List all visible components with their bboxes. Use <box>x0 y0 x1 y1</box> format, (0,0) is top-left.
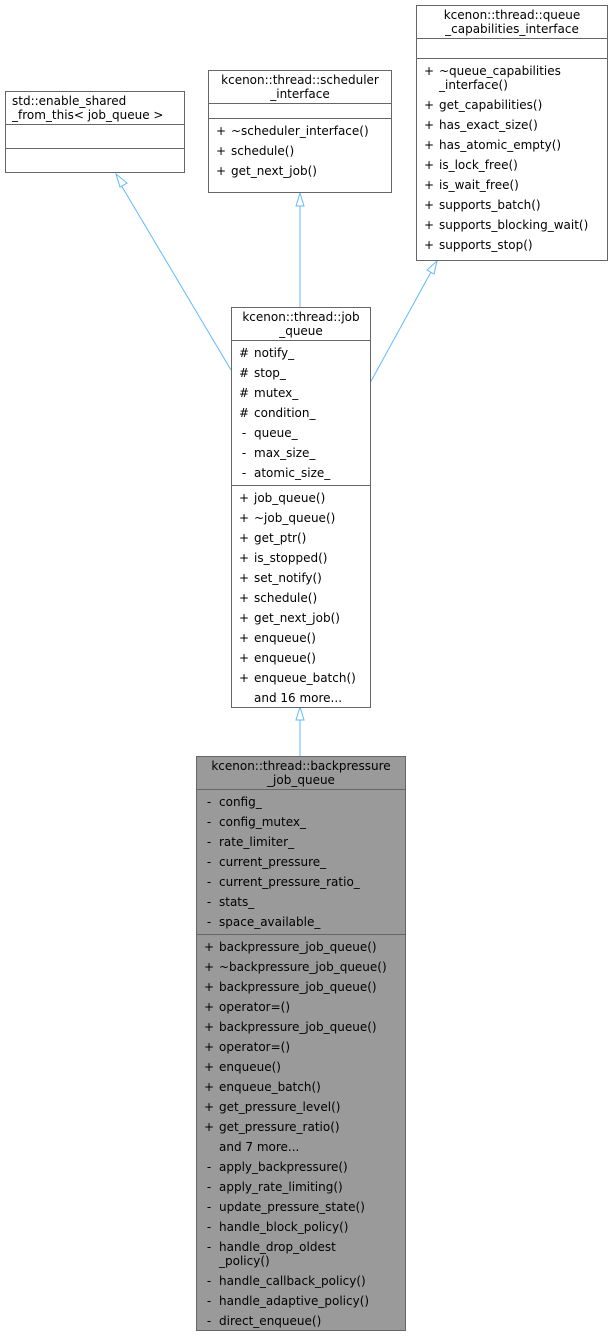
member-row <box>197 1217 405 1237</box>
visibility-marker: + <box>423 158 435 172</box>
visibility-marker: - <box>206 1274 212 1288</box>
class-title-line: _from_this< job_queue > <box>12 108 164 122</box>
attributes-section <box>6 125 184 149</box>
member-name: supports_stop() <box>439 238 533 252</box>
member-name: apply_rate_limiting() <box>219 1180 343 1194</box>
class-job-queue[interactable] <box>231 307 371 708</box>
class-title-line: kcenon::thread::scheduler <box>221 73 379 87</box>
member-row <box>197 1177 405 1197</box>
member-name: get_pressure_level() <box>219 1100 341 1114</box>
class-queue-capabilities-interface[interactable] <box>416 5 608 261</box>
member-row <box>232 443 370 463</box>
member-name: and 7 more... <box>219 1140 300 1154</box>
visibility-marker: + <box>423 64 435 78</box>
member-row <box>232 343 370 363</box>
member-name: is_wait_free() <box>439 178 519 192</box>
member-row <box>417 95 607 115</box>
visibility-marker: + <box>203 1100 215 1114</box>
member-name: stats_ <box>219 895 255 909</box>
visibility-marker: + <box>238 671 250 685</box>
edge-job-queue-to-enable-shared <box>121 185 231 370</box>
member-row <box>232 668 370 688</box>
member-row <box>197 1017 405 1037</box>
attributes-section <box>417 39 607 59</box>
member-row <box>417 215 607 235</box>
member-name: ~queue_capabilities _interface() <box>439 64 561 92</box>
methods-section <box>209 119 391 183</box>
visibility-marker: + <box>203 1060 215 1074</box>
member-row <box>197 1117 405 1137</box>
member-name: stop_ <box>254 366 286 380</box>
member-row <box>197 1291 405 1311</box>
member-name: enqueue_batch() <box>219 1080 321 1094</box>
visibility-marker: + <box>423 178 435 192</box>
visibility-marker: - <box>206 1200 212 1214</box>
visibility-marker: + <box>423 218 435 232</box>
member-row <box>417 175 607 195</box>
member-row <box>232 463 370 483</box>
visibility-marker: + <box>238 591 250 605</box>
member-row <box>197 912 405 932</box>
member-row <box>197 957 405 977</box>
member-row <box>417 155 607 175</box>
arrowhead-enable-shared <box>116 174 127 187</box>
arrowhead-queue-caps <box>427 261 437 274</box>
class-title <box>232 308 370 341</box>
member-name: operator=() <box>219 1040 291 1054</box>
visibility-marker: + <box>203 1020 215 1034</box>
member-name: handle_callback_policy() <box>219 1274 366 1288</box>
visibility-marker: + <box>423 118 435 132</box>
arrowhead-scheduler <box>296 193 304 206</box>
member-name: apply_backpressure() <box>219 1160 348 1174</box>
member-row <box>197 1157 405 1177</box>
member-name: handle_block_policy() <box>219 1220 349 1234</box>
visibility-marker: # <box>238 346 250 360</box>
visibility-marker: # <box>238 366 250 380</box>
visibility-marker: + <box>238 651 250 665</box>
visibility-marker: + <box>423 138 435 152</box>
visibility-marker: + <box>203 1120 215 1134</box>
member-row <box>197 892 405 912</box>
member-name: ~scheduler_interface() <box>231 124 369 138</box>
visibility-marker: - <box>206 895 212 909</box>
member-name: get_capabilities() <box>439 98 543 112</box>
member-name: config_ <box>219 795 262 809</box>
methods-section <box>197 935 405 1333</box>
visibility-marker: + <box>203 940 215 954</box>
member-name: get_ptr() <box>254 531 307 545</box>
member-name: is_lock_free() <box>439 158 518 172</box>
member-row <box>209 121 391 141</box>
member-name: backpressure_job_queue() <box>219 940 377 954</box>
visibility-marker: + <box>423 98 435 112</box>
visibility-marker: + <box>203 1040 215 1054</box>
member-name: schedule() <box>231 144 295 158</box>
member-name: job_queue() <box>254 491 326 505</box>
visibility-marker: + <box>203 1000 215 1014</box>
member-row <box>197 812 405 832</box>
visibility-marker: + <box>203 1080 215 1094</box>
visibility-marker: - <box>206 835 212 849</box>
member-name: and 16 more... <box>254 691 343 705</box>
member-name: config_mutex_ <box>219 815 306 829</box>
member-row <box>197 1097 405 1117</box>
member-row <box>209 141 391 161</box>
more-members-label <box>197 1137 405 1157</box>
member-name: notify_ <box>254 346 295 360</box>
member-row <box>197 1057 405 1077</box>
member-name: set_notify() <box>254 571 322 585</box>
member-row <box>417 135 607 155</box>
visibility-marker: + <box>203 980 215 994</box>
member-row <box>232 528 370 548</box>
attributes-section <box>232 341 370 486</box>
visibility-marker: + <box>215 164 227 178</box>
member-name: supports_blocking_wait() <box>439 218 589 232</box>
member-name: update_pressure_state() <box>219 1200 365 1214</box>
member-row <box>197 792 405 812</box>
member-row <box>232 508 370 528</box>
methods-section <box>232 486 370 710</box>
visibility-marker: + <box>238 631 250 645</box>
member-row <box>197 1311 405 1331</box>
member-name: rate_limiter_ <box>219 835 295 849</box>
visibility-marker: + <box>238 511 250 525</box>
visibility-marker: # <box>238 406 250 420</box>
visibility-marker: - <box>206 1220 212 1234</box>
visibility-marker: + <box>238 571 250 585</box>
visibility-marker: # <box>238 386 250 400</box>
member-row <box>232 383 370 403</box>
member-row <box>232 588 370 608</box>
visibility-marker: - <box>206 1314 212 1328</box>
member-row <box>197 997 405 1017</box>
member-row <box>417 195 607 215</box>
methods-section <box>6 149 184 164</box>
member-row <box>197 1237 405 1271</box>
member-name: max_size_ <box>254 446 316 460</box>
member-row <box>197 832 405 852</box>
member-name: get_next_job() <box>231 164 317 178</box>
member-row <box>232 423 370 443</box>
member-row <box>417 115 607 135</box>
member-name: supports_batch() <box>439 198 541 212</box>
class-backpressure-job-queue[interactable] <box>196 756 406 1331</box>
class-title-line: kcenon::thread::queue <box>443 8 581 22</box>
member-row <box>197 1037 405 1057</box>
visibility-marker: - <box>241 446 247 460</box>
member-row <box>232 488 370 508</box>
methods-section <box>417 59 607 257</box>
visibility-marker: - <box>206 875 212 889</box>
visibility-marker: - <box>206 1294 212 1308</box>
member-name: is_stopped() <box>254 551 328 565</box>
member-name: enqueue() <box>219 1060 281 1074</box>
visibility-marker: + <box>238 491 250 505</box>
class-title <box>197 757 405 790</box>
member-name: backpressure_job_queue() <box>219 1020 377 1034</box>
member-row <box>197 872 405 892</box>
member-row <box>232 363 370 383</box>
attributes-section <box>209 104 391 119</box>
member-name: space_available_ <box>219 915 321 929</box>
visibility-marker: + <box>215 144 227 158</box>
visibility-marker: - <box>206 915 212 929</box>
member-row <box>232 403 370 423</box>
class-title-line: _capabilities_interface <box>445 22 579 36</box>
member-row <box>209 161 391 181</box>
member-row <box>197 937 405 957</box>
visibility-marker: + <box>423 238 435 252</box>
visibility-marker: + <box>238 531 250 545</box>
member-row <box>417 61 607 95</box>
visibility-marker: - <box>241 426 247 440</box>
more-members-label <box>232 688 370 708</box>
member-name: mutex_ <box>254 386 299 400</box>
member-name: enqueue_batch() <box>254 671 356 685</box>
member-row <box>197 1271 405 1291</box>
class-title-line: _queue <box>279 324 323 338</box>
member-name: enqueue() <box>254 631 316 645</box>
member-name: get_next_job() <box>254 611 340 625</box>
visibility-marker: - <box>206 1180 212 1194</box>
member-name: ~job_queue() <box>254 511 336 525</box>
member-name: has_exact_size() <box>439 118 538 132</box>
member-name: current_pressure_ratio_ <box>219 875 360 889</box>
class-enable-shared-from-this[interactable] <box>5 91 185 173</box>
member-row <box>232 548 370 568</box>
member-name: enqueue() <box>254 651 316 665</box>
member-name: get_pressure_ratio() <box>219 1120 340 1134</box>
member-name: operator=() <box>219 1000 291 1014</box>
class-scheduler-interface[interactable] <box>208 70 392 193</box>
member-row <box>232 628 370 648</box>
member-row <box>197 852 405 872</box>
member-row <box>417 235 607 255</box>
visibility-marker: + <box>423 198 435 212</box>
member-name: backpressure_job_queue() <box>219 980 377 994</box>
class-title <box>6 92 184 125</box>
visibility-marker: - <box>206 815 212 829</box>
class-title-line: kcenon::thread::job <box>242 310 360 324</box>
member-row <box>232 568 370 588</box>
edge-job-queue-to-queue-caps <box>370 272 431 383</box>
member-name: atomic_size_ <box>254 466 331 480</box>
visibility-marker: + <box>215 124 227 138</box>
class-title <box>209 71 391 104</box>
visibility-marker: - <box>206 1160 212 1174</box>
visibility-marker: - <box>206 1240 212 1254</box>
visibility-marker: - <box>206 855 212 869</box>
visibility-marker: - <box>206 795 212 809</box>
member-row <box>197 1077 405 1097</box>
class-title-line: std::enable_shared <box>12 94 127 108</box>
member-row <box>232 608 370 628</box>
class-title-line: _job_queue <box>267 773 335 787</box>
visibility-marker: + <box>238 611 250 625</box>
member-name: direct_enqueue() <box>219 1314 322 1328</box>
member-name: schedule() <box>254 591 318 605</box>
member-name: handle_drop_oldest _policy() <box>219 1240 336 1268</box>
member-name: handle_adaptive_policy() <box>219 1294 370 1308</box>
visibility-marker: + <box>238 551 250 565</box>
member-row <box>197 977 405 997</box>
member-name: ~backpressure_job_queue() <box>219 960 387 974</box>
member-name: queue_ <box>254 426 298 440</box>
visibility-marker: + <box>203 960 215 974</box>
member-row <box>197 1197 405 1217</box>
class-title-line: kcenon::thread::backpressure <box>211 759 391 773</box>
class-title-line: _interface <box>270 87 330 101</box>
member-name: has_atomic_empty() <box>439 138 562 152</box>
member-name: current_pressure_ <box>219 855 327 869</box>
member-row <box>232 648 370 668</box>
member-name: condition_ <box>254 406 316 420</box>
attributes-section <box>197 790 405 935</box>
class-title <box>417 6 607 39</box>
visibility-marker: - <box>241 466 247 480</box>
